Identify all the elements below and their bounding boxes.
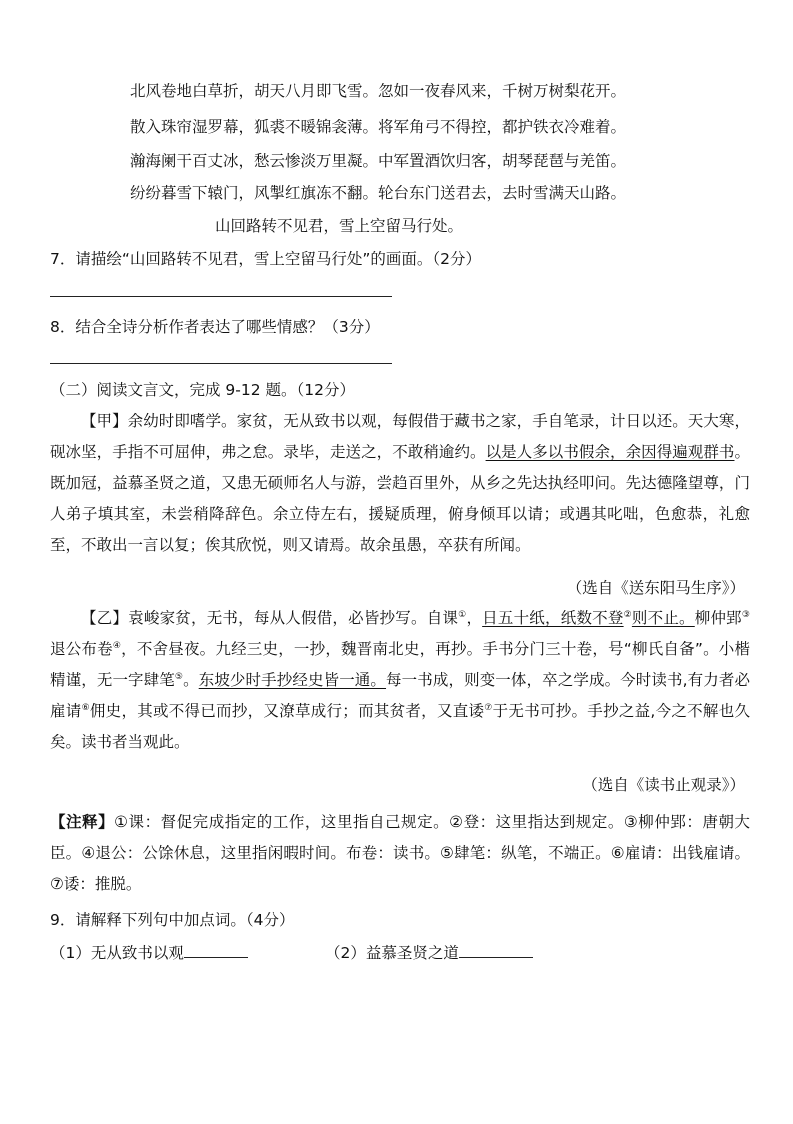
passage-yi: 【乙】袁峻家贫，无书，每从人假借，必皆抄写。自课①，日五十纸，纸数不登②则不止。柳仲郢③退公布卷④，不舍昼夜。九经三史，一抄，魏晋南北史，再抄。手书分门三十卷，号“柳氏自备”。小楷精谨，无一字肆笔⑤。东坡少时手抄经史皆一通。每一书成，则变一体，卒之学成。今时读书,有力者必雇请⑥佣史，其或不得已而抄，又潦草成行；而其贫者，又直诿⑦于无书可抄。手抄之益,今之不解也久矣。读书者当观此。: [50, 609, 750, 751]
source-yi: （选自《读书止观录》）: [582, 776, 745, 794]
poem-line-2: 散入珠帘湿罗幕，狐裘不暖锦衾薄。将军角弓不得控，都护铁衣冷难着。: [130, 118, 627, 136]
source-jia: （选自《送东阳马生序》）: [566, 579, 745, 597]
underlined-sentence: 日五十纸，纸数不登: [482, 609, 624, 627]
question-7: 7．请描绘“山回路转不见君，雪上空留马行处”的画面。（2分）: [50, 250, 482, 268]
passage-jia: 【甲】余幼时即嗜学。家贫，无从致书以观，每假借于藏书之家，手自笔录，计日以还。天大寒，砚冰坚，手指不可屈伸，弗之怠。录毕，走送之，不敢稍逾约。以是人多以书假余，余因得遍观群书。既加冠，益慕圣贤之道，又患无硕师名人与游，尝趋百里外，从乡之先达执经叩问。先达德隆望尊，门人弟子填其室，未尝稍降辞色。余立侍左右，援疑质理，俯身倾耳以请；或遇其叱咄，色愈恭，礼愈至，不敢出一言以复；俟其欣悦，则又请焉。故余虽愚，卒获有所闻。: [50, 412, 750, 554]
poem-line-3: 瀚海阑干百丈冰，愁云惨淡万里凝。中军置酒饮归客，胡琴琵琶与羌笛。: [130, 152, 627, 170]
answer-line-7[interactable]: [50, 296, 392, 297]
question-9-item-2: （2）益慕圣贤之道: [325, 941, 533, 963]
underlined-sentence: 东坡少时手抄经史皆一通。: [198, 671, 387, 689]
poem-line-1: 北风卷地白草折，胡天八月即飞雪。忽如一夜春风来，千树万树梨花开。: [130, 82, 627, 100]
underlined-sentence: 以是人多以书假余，余因得遍观群书: [485, 443, 735, 461]
notes: 【注释】①课：督促完成指定的工作，这里指自己规定。②登：这里指达到规定。③柳仲郢：唐朝大臣。④退公：公馀休息，这里指闲暇时间。布卷：读书。⑤肆笔：纵笔，不端正。⑥雇请：出钱雇请。⑦诿：推脱。: [50, 813, 750, 893]
answer-line-8[interactable]: [50, 363, 392, 364]
question-9-item-1: （1）无从致书以观: [50, 941, 248, 963]
notes-label: 【注释】: [50, 813, 115, 831]
poem-line-5: 山回路转不见君，雪上空留马行处。: [215, 217, 464, 235]
answer-blank-2[interactable]: [459, 943, 533, 958]
question-8: 8．结合全诗分析作者表达了哪些情感？（3分）: [50, 318, 380, 336]
section-2-heading: （二）阅读文言文，完成 9-12 题。（12分）: [50, 381, 356, 399]
question-9: 9．请解释下列句中加点词。（4分）: [50, 911, 295, 929]
poem-line-4: 纷纷暮雪下辕门，风掣红旗冻不翻。轮台东门送君去，去时雪满天山路。: [130, 184, 627, 202]
answer-blank-1[interactable]: [184, 943, 248, 958]
